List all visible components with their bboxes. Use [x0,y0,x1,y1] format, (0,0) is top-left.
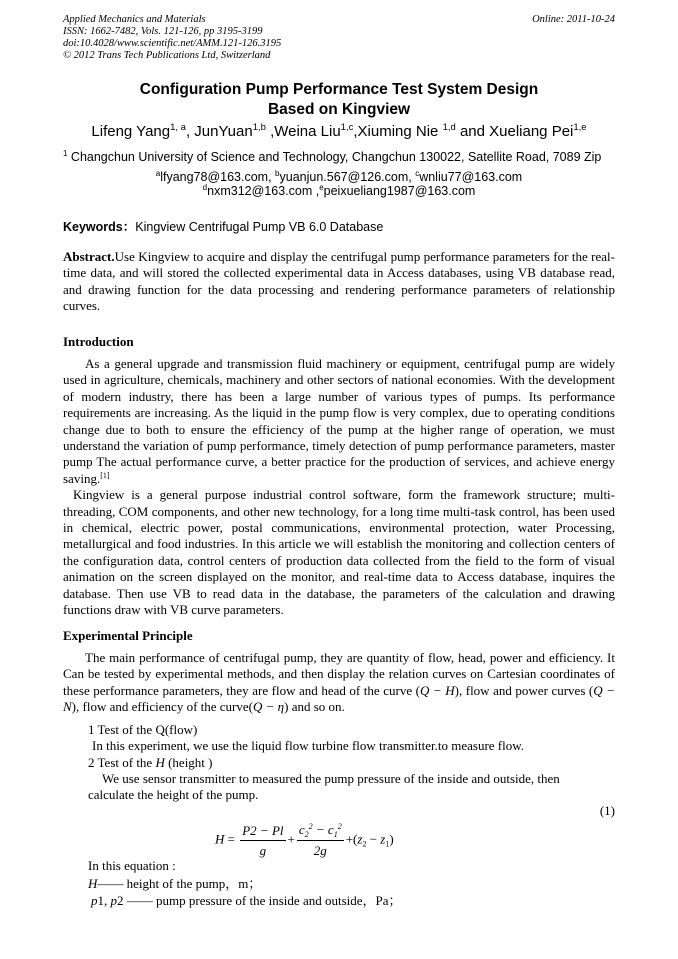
author-name: ,Xiuming Nie [353,123,443,140]
equation-intro: In this equation : [88,858,176,873]
author-affil-mark: 1,c [340,122,354,133]
definition-h: H—— height of the pump，m； [88,876,262,891]
item-2-title: 2 Test of the H (height ) [88,755,213,770]
section-heading-principle: Experimental Principle [63,628,193,643]
head-equation: H = $\frac{P2 - Pl}{g}$ + $\frac{c_2^2 - c_1^2}{2g}$ $+(z_2 - z_1)$ [215,822,394,858]
author-name: Lifeng Yang [91,123,171,140]
title-line-2: Based on Kingview [267,101,411,118]
author-affil-mark: 1,e [573,122,587,133]
intro-paragraph-2: Kingview is a general purpose industrial control software, form the framework structure; multi-threading, COM components, and other new technology, for a long time multi-task control, has been used in chemical, electric power, postal communications, environmental protection, water Processing, metallurgical and food industries. In this article we will establish the monitoring and collection centers of the configuration data, control centers of production data collected from the field to the form of visual animation on the screen displayed on the monitor, and real-time data to Access database, inquires the database. Then use VB to read data in the database, the parameters of the calculation and drawing functions draw with VB curve parameters. [63,487,615,618]
abstract-label: Abstract. [63,249,115,264]
q-eta-symbol: Q − η [253,699,285,715]
online-date: Online: 2011-10-24 [532,14,615,25]
abstract-text: Use Kingview to acquire and display the centrifugal pump performance parameters for the real-time data, and will stored the collected experimental data in Access databases, using VB database read, and drawing function for the data processing and rendering performance parameters of relationship curves. [63,249,615,314]
email-line-2: $^d$nxm312@163.com ,$^e$peixueliang1987@163.com [202,183,476,198]
principle-paragraph: The main performance of centrifugal pump, they are quantity of flow, head, power and efficiency. It Can be tested by experimental methods, and then display the relation curves on Cartesian coordinates of these performance parameters, they are flow and head of the curve (Q − H), flow and power curves (Q − N), flow and efficiency of the curve(Q − η) and so on. [63,650,615,715]
issn-line: ISSN: 1662-7482, Vols. 121-126, pp 3195-3199 [63,26,263,37]
author-affil-mark: 1,d [442,122,456,133]
q-n-symbol: Q − N [63,682,615,715]
paper-title [40,80,638,120]
journal-header [63,14,281,62]
author-affil-mark: 1,b [252,122,266,133]
item-2-text-cont: calculate the height of the pump. [88,787,259,802]
q-h-symbol: Q − H [419,682,455,698]
author-list [20,122,658,142]
item-1-text: In this experiment, we use the liquid flow turbine flow transmitter.to measure flow. [92,738,525,753]
author-affil-mark: 1, a [170,122,186,133]
item-1-title: 1 Test of the Q(flow) [88,722,198,737]
email-d: nxm312@163.com , [207,184,320,198]
author-name: ,Weina Liu [265,123,341,140]
definition-p: p1, p2 —— pump pressure of the inside and outside，Pa； [91,893,402,908]
pressure-term: $\frac{P2 - Pl}{g}$ [242,822,284,858]
intro-paragraph-1: As a general upgrade and transmission fluid machinery or equipment, centrifugal pump are widely used in agriculture, chemicals, machinery and other sectors of national economies. With the development of modern industry, there has been a large number of various types of pumps. Its performance requirements are increasing. As the liquid in the pump flow is very complex, due to operating conditions change due to both to ensure the efficiency of the pump at the higher range of operation, we must understand the variation of pump performance, timely detection of pump performance parameters, master pump The actual performance curve, a better practice for the production of services, and achieve energy saving.[1] [63,356,615,486]
journal-name: Applied Mechanics and Materials [63,14,206,25]
email-a: lfyang78@163.com, [160,170,276,184]
doi-line: doi:10.4028/www.scientific.net/AMM.121-126.3195 [63,38,282,49]
equation-number: (1) [599,803,615,818]
title-line-1: Configuration Pump Performance Test System Design [139,81,539,98]
introduction-body [63,356,615,619]
email-c: wnliu77@163.com [419,170,523,184]
affiliation-text: Changchun University of Science and Technology, Changchun 130022, Satellite Road, 7089 Zip [67,150,602,164]
copyright-line: © 2012 Trans Tech Publications Ltd, Switzerland [63,50,271,61]
keywords-label: Keywords： [63,220,136,234]
affiliation-mark: 1 [63,149,68,158]
affiliation [63,150,601,165]
citation: [1] [100,470,110,480]
author-name: and Xueliang Pei [455,123,574,140]
abstract [63,249,615,315]
email-line-1: $^a$lfyang78@163.com, $^b$yuanjun.567@126.com, $^c$wnliu77@163.com [155,169,523,184]
velocity-term: $\frac{c_2^2 - c_1^2}{2g}$ [298,822,342,858]
keywords [63,220,383,235]
keywords-text: Kingview Centrifugal Pump VB 6.0 Database [135,220,384,234]
email-b: yuanjun.567@126.com, [279,170,416,184]
email-list [63,170,615,198]
item-2-text: We use sensor transmitter to measured the pump pressure of the inside and outside, then [102,771,560,786]
section-heading-introduction: Introduction [63,334,134,349]
email-e: peixueliang1987@163.com [323,184,476,198]
author-name: , JunYuan [185,123,253,140]
